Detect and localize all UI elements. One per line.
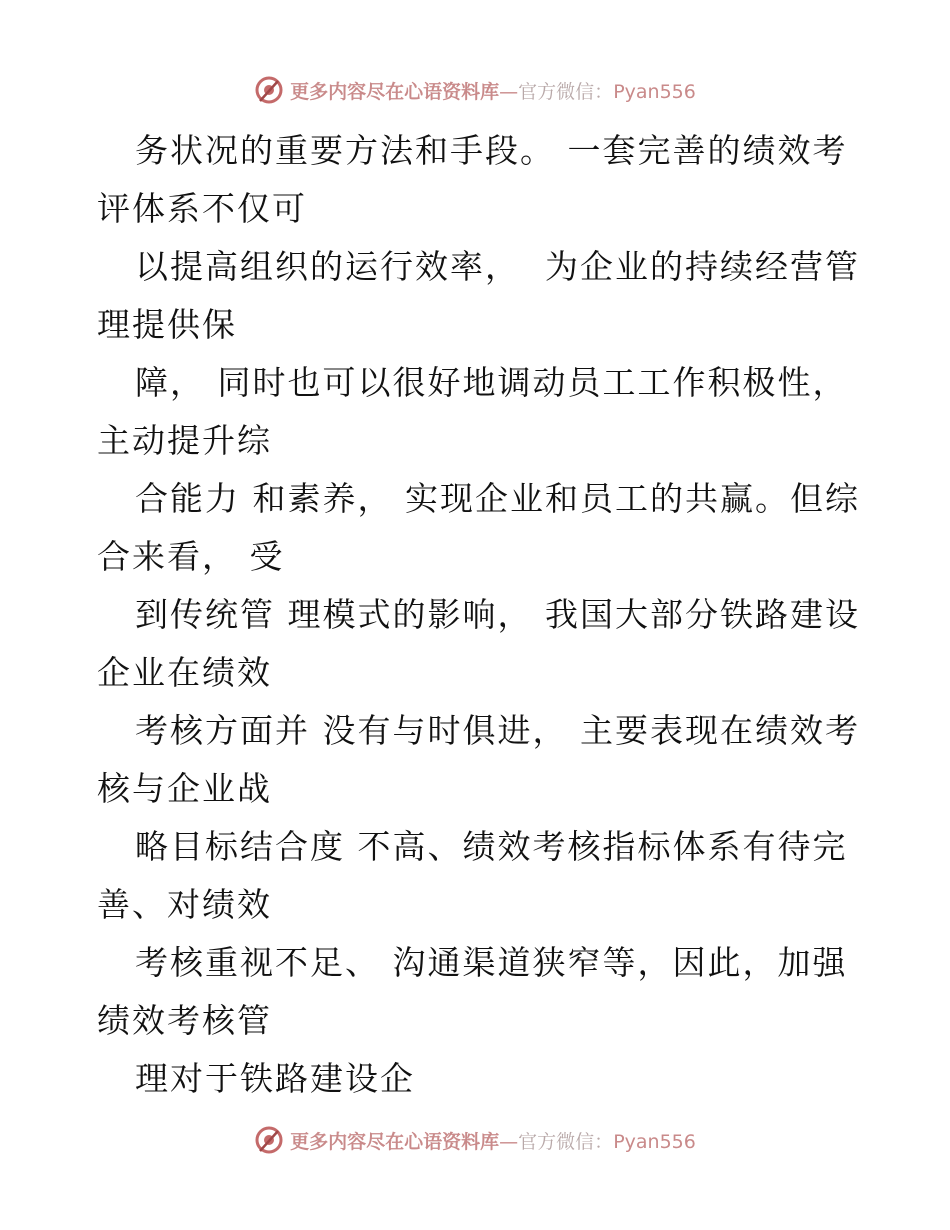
body-line: 略目标结合度 不高、绩效考核指标体系有待完 (135, 827, 848, 866)
body-line: 考核重视不足、 沟通渠道狭窄等，因此，加强 (135, 943, 848, 982)
body-line: 核与企业战 (97, 769, 272, 808)
footer-banner-separator: — (499, 1130, 519, 1153)
body-line: 到传统管 理模式的影响， 我国大部分铁路建设 (135, 595, 860, 634)
body-line: 绩效考核管 (97, 1001, 272, 1040)
footer-banner-text (290, 1127, 696, 1154)
header-banner-wechat-label: 官方微信： (518, 80, 614, 103)
body-line: 合能力 和素养， 实现企业和员工的共赢。但综 (135, 479, 860, 518)
header-banner-text (290, 77, 696, 104)
logo-icon (254, 1125, 284, 1155)
body-line: 以提高组织的运行效率， 为企业的持续经营管 (135, 247, 860, 286)
body-line: 理对于铁路建设企 (135, 1059, 415, 1098)
footer-banner-wechat-id: Pyan556 (613, 1130, 696, 1153)
body-line: 善、对绩效 (97, 885, 272, 924)
footer-banner (0, 1120, 950, 1160)
body-line: 企业在绩效 (97, 653, 272, 692)
body-line: 理提供保 (97, 305, 237, 344)
document-body (97, 122, 860, 1108)
body-line: 务状况的重要方法和手段。 一套完善的绩效考 (135, 131, 848, 170)
header-banner (0, 70, 950, 110)
body-line: 评体系不仅可 (97, 189, 307, 228)
footer-banner-main: 更多内容尽在心语资料库 (290, 1130, 500, 1153)
body-line: 障， 同时也可以很好地调动员工工作积极性， (135, 363, 848, 402)
header-banner-wechat-id: Pyan556 (613, 80, 696, 103)
footer-banner-wechat-label: 官方微信： (518, 1130, 614, 1153)
body-line: 考核方面并 没有与时俱进， 主要表现在绩效考 (135, 711, 860, 750)
body-line: 主动提升综 (97, 421, 272, 460)
header-banner-main: 更多内容尽在心语资料库 (290, 80, 500, 103)
logo-icon (254, 75, 284, 105)
body-line: 合来看， 受 (97, 537, 285, 576)
header-banner-separator: — (499, 80, 519, 103)
